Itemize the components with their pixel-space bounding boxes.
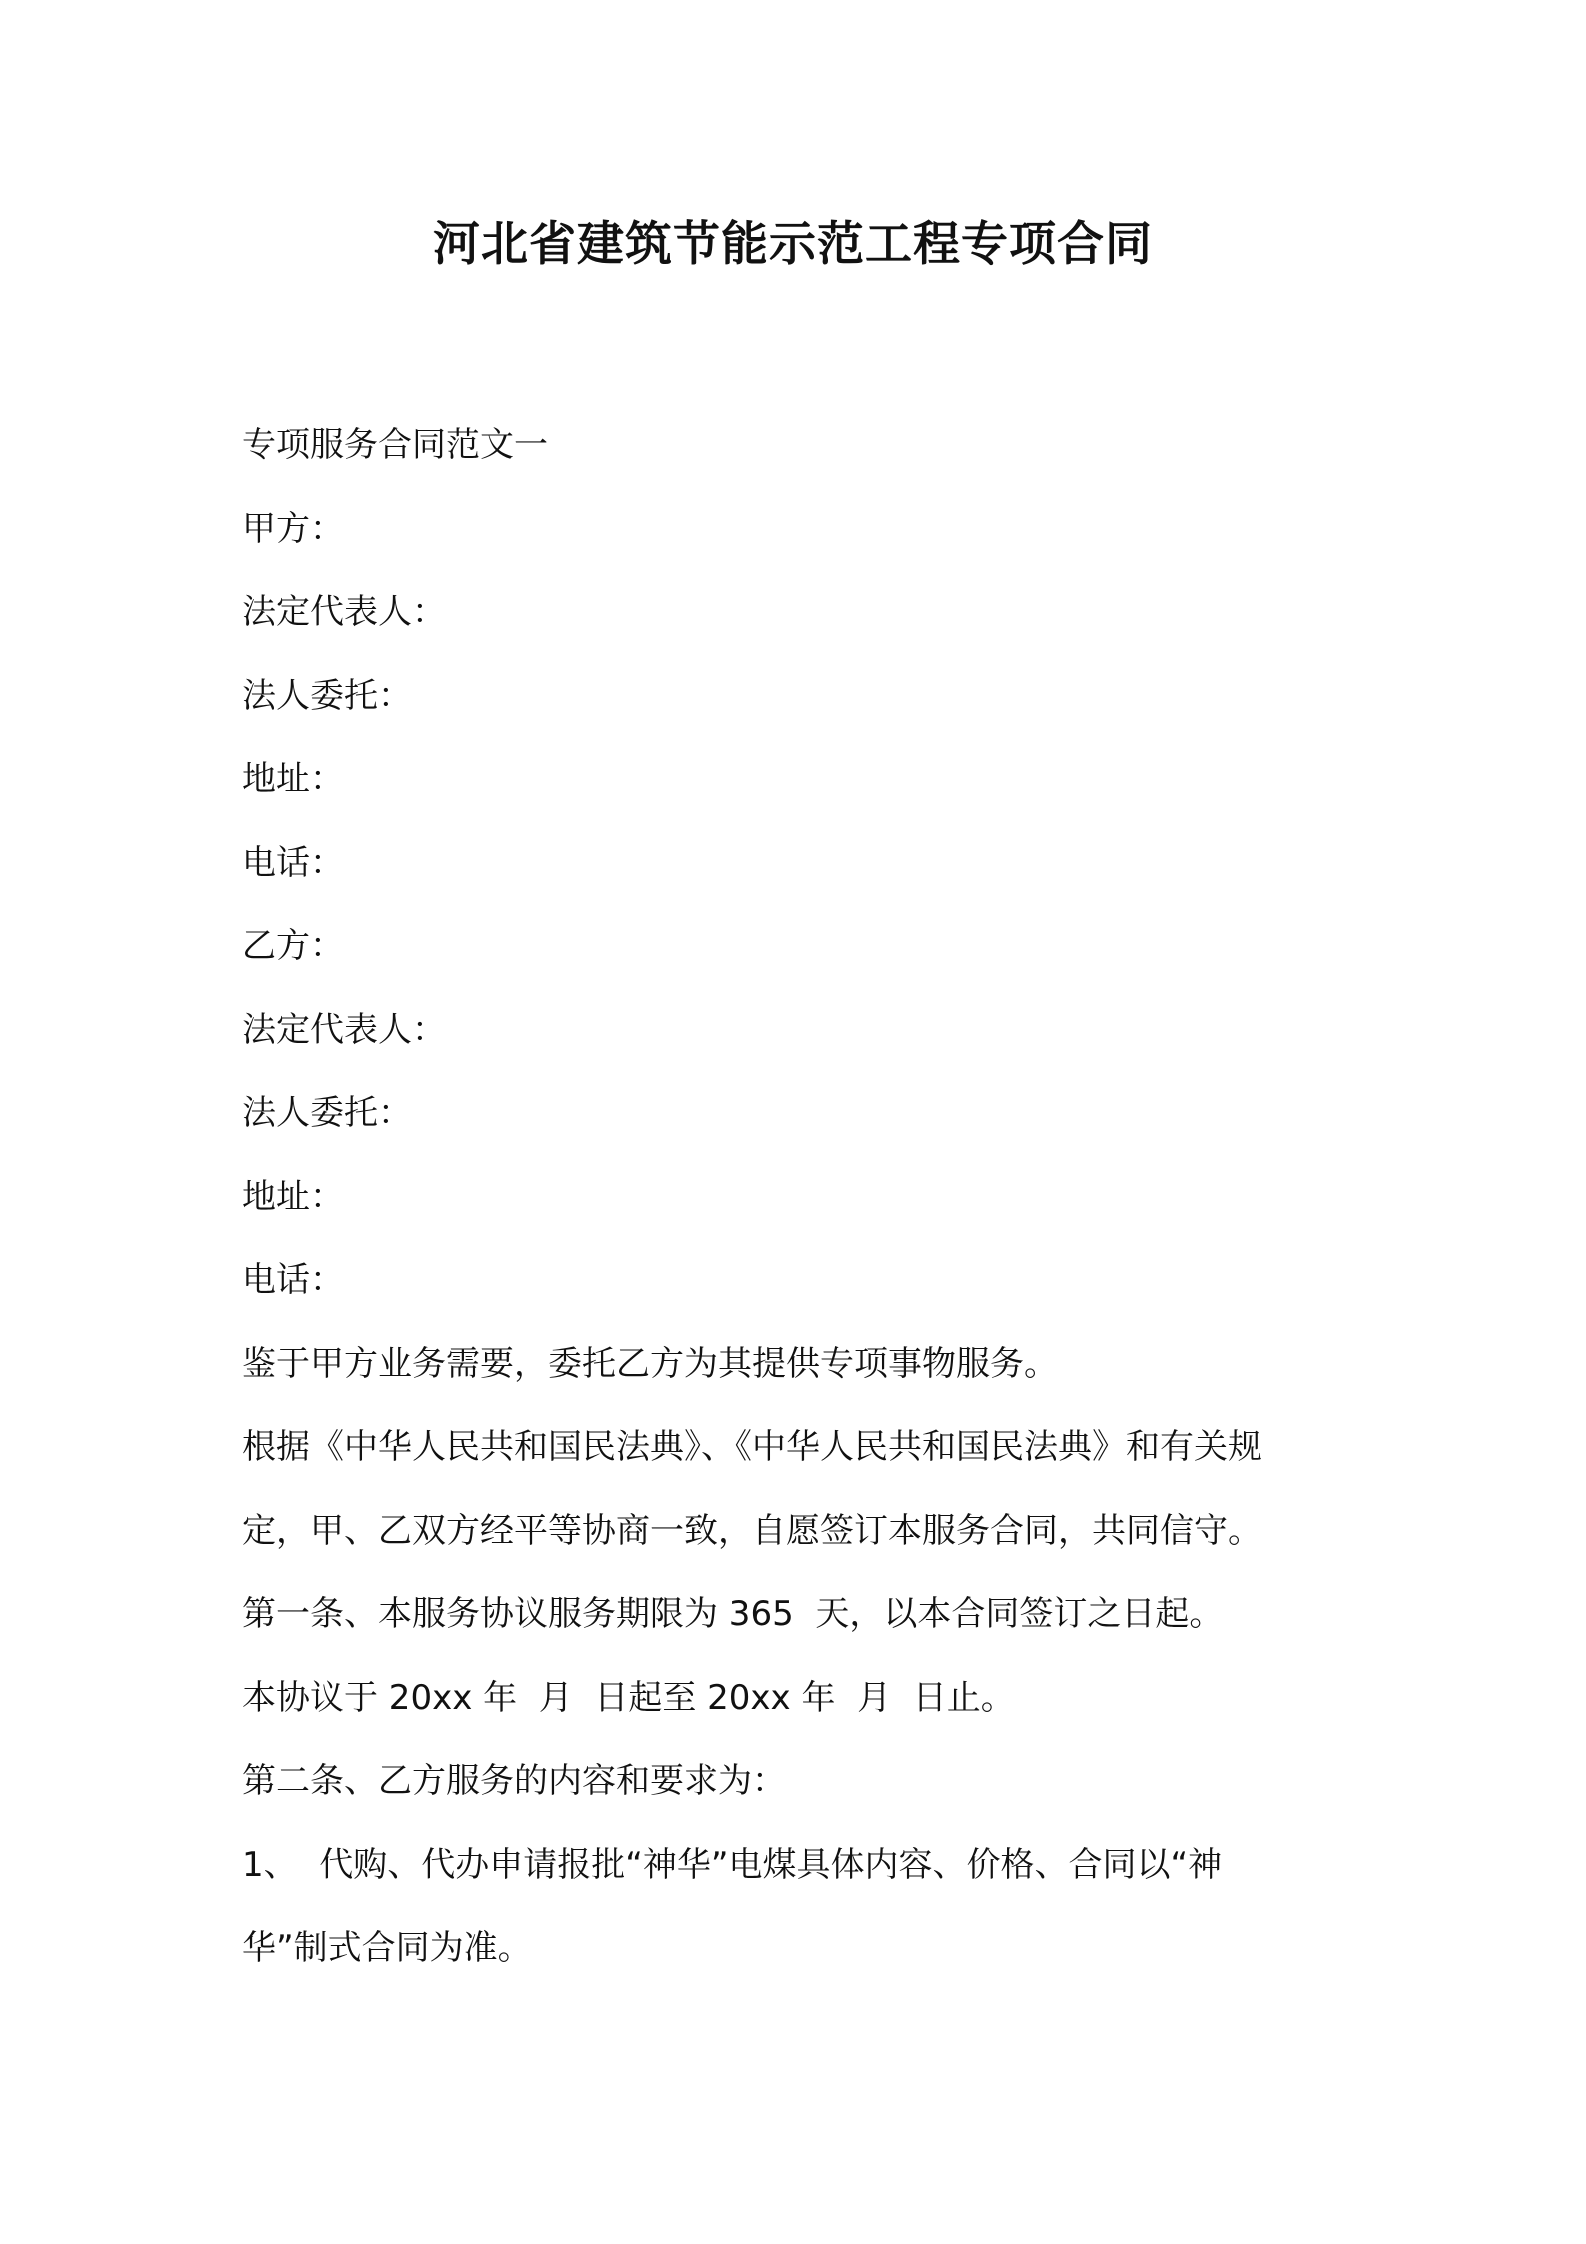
- party-b-legal-representative: 法定代表人：: [242, 1009, 446, 1050]
- party-a-address: 地址：: [242, 759, 344, 799]
- article-two: 第二条、乙方服务的内容和要求为：: [242, 1761, 786, 1801]
- party-b-address: 地址：: [242, 1176, 344, 1217]
- service-item-1-line-2: 华”制式合同为准。: [242, 1928, 532, 1968]
- legal-basis-line-2: 定，甲、乙双方经平等协商一致，自愿签订本服务合同，共同信守。: [242, 1510, 1262, 1551]
- legal-basis-line-1: 根据《中华人民共和国民法典》、《中华人民共和国民法典》和有关规: [242, 1427, 1262, 1467]
- party-b-entrusted-agent: 法人委托：: [242, 1093, 412, 1133]
- agreement-period: 本协议于 20xx 年 月 日起至 20xx 年 月 日止。: [242, 1677, 1015, 1718]
- party-a-phone: 电话：: [242, 842, 344, 883]
- document-body: [242, 404, 1362, 1991]
- preamble-line: 鉴于甲方业务需要，委托乙方为其提供专项事物服务。: [242, 1343, 1058, 1384]
- document-title: 河北省建筑节能示范工程专项合同: [433, 217, 1153, 272]
- party-b-label: 乙方：: [242, 926, 344, 966]
- article-one: 第一条、本服务协议服务期限为 365 天，以本合同签订之日起。: [242, 1594, 1224, 1634]
- party-a-entrusted-agent: 法人委托：: [242, 675, 412, 716]
- party-a-label: 甲方：: [242, 508, 344, 549]
- section-heading: 专项服务合同范文一: [242, 425, 548, 465]
- party-a-legal-representative: 法定代表人：: [242, 592, 446, 632]
- party-b-phone: 电话：: [242, 1260, 344, 1300]
- service-item-1-line-1: 1、 代购、代办申请报批“神华”电煤具体内容、价格、合同以“神: [242, 1844, 1223, 1885]
